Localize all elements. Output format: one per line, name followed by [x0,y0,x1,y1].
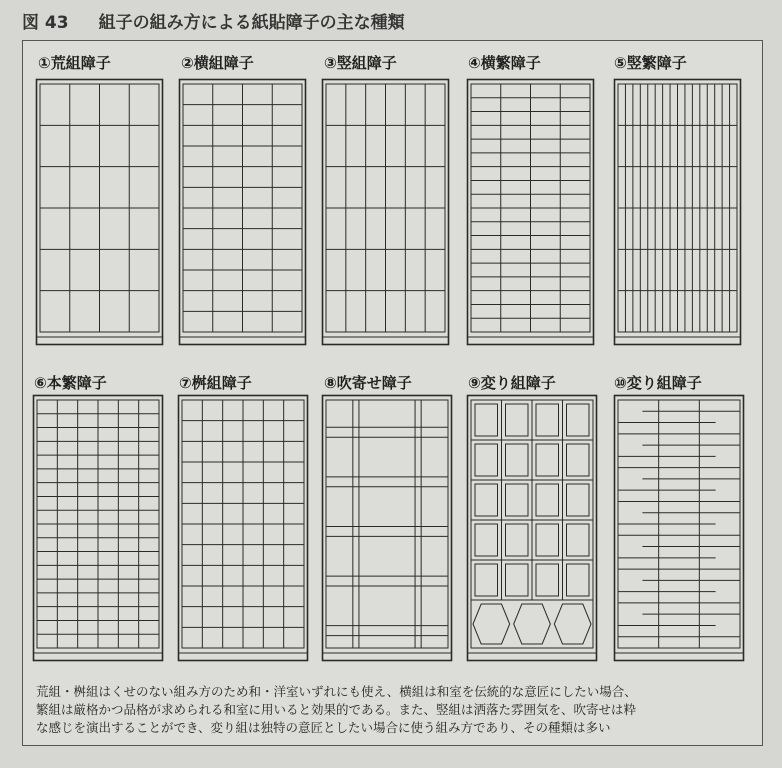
figure-header [22,8,405,33]
shoji-drawing-yokogumi [179,79,306,345]
caption-line-2: 繁組は厳格かつ品格が求められる和室に用いると効果的である。また、竪組は洒落た雰囲気を、吹寄せは粋 [36,702,637,717]
shoji-drawing-honshige [33,395,163,661]
panel-label-5: ⑤竪繁障子 [614,54,687,72]
shoji-drawing-tategumi [322,79,449,345]
figure-caption [36,683,751,737]
panel-label-2: ②横組障子 [181,54,254,72]
shoji-drawing-masugumi [178,395,308,661]
figure-title: 組子の組み方による紙貼障子の主な種類 [98,13,405,33]
panel-label-6: ⑥本繁障子 [34,374,107,392]
panel-label-10: ⑩変り組障子 [614,374,702,392]
shoji-drawing-arakumi [36,79,163,345]
shoji-drawing-yokoshige [467,79,594,345]
panel-label-3: ③竪組障子 [324,54,397,72]
panel-label-8: ⑧吹寄せ障子 [324,374,412,392]
panel-label-4: ④横繁障子 [468,54,541,72]
caption-line-1: 荒組・桝組はくせのない組み方のため和・洋室いずれにも使え、横組は和室を伝統的な意匠にしたい場合、 [36,684,637,699]
panel-label-9: ⑨変り組障子 [468,374,556,392]
panel-label-7: ⑦桝組障子 [179,374,252,392]
panel-label-1: ①荒組障子 [38,54,111,72]
shoji-drawing-tateshige [614,79,741,345]
caption-line-3: な感じを演出することができ、変り組は独特の意匠としたい場合に使う組み方であり、その種類は多い [36,720,611,735]
shoji-drawing-kawarigumi-a [467,395,597,661]
shoji-drawing-kawarigumi-b [614,395,744,661]
figure-number: 図 43 [22,13,69,33]
shoji-drawing-fukiyose [322,395,452,661]
